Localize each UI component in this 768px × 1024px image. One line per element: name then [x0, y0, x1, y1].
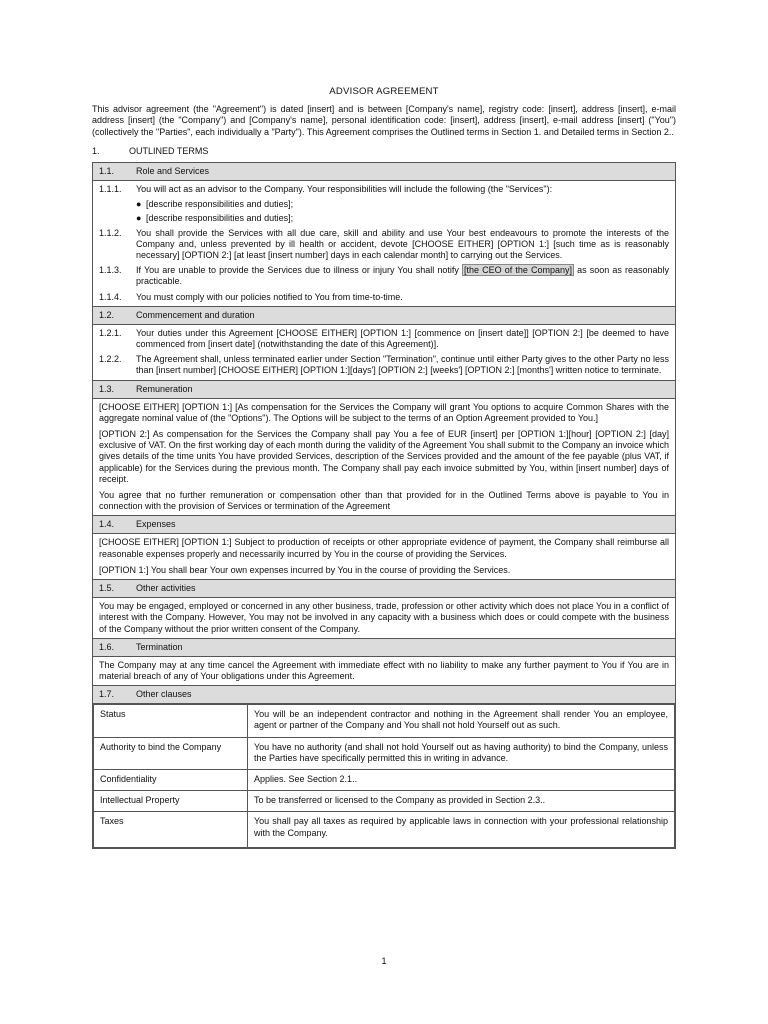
clause-item: 1.1.3. If You are unable to provide the Services due to illness or injury You shall notify [the CEO of the Company] as soon as reasonably practicable. [99, 265, 669, 287]
bullet-icon: ● [136, 213, 142, 224]
paragraph: You agree that no further remuneration or compensation other than that provided for in the Outlined Terms above is payable to You in connection with the provision of Services or termination of the Agreement [99, 490, 669, 512]
subsection-header-termination: 1.6. Termination [93, 639, 675, 656]
paragraph: You may be engaged, employed or concerned in any other business, trade, profession or other activity which does not place You in a conflict of interest with the Company. However, You may not be involved in any capacity with a business which does or could compete with the business of the Company without the prior written consent of the Company. [99, 601, 669, 634]
subsection-header-commencement: 1.2. Commencement and duration [93, 307, 675, 324]
subsection-number: 1.1. [99, 165, 115, 176]
subsection-header-other-activities: 1.5. Other activities [93, 580, 675, 597]
clause-item: 1.2.1. Your duties under this Agreement [CHOOSE EITHER] [OPTION 1:] [commence on [insert date]] [OPTION 2:] [be deemed to have commenced from [insert date] (notwithstanding the date of this Agreement)]. [99, 327, 669, 350]
subsection-header-other-clauses: 1.7. Other clauses [93, 686, 675, 703]
subsection-title: Role and Services [136, 165, 210, 176]
paragraph: [CHOOSE EITHER] [OPTION 1:] Subject to production of receipts or other appropriate evidence of payment, the Company shall reimburse all reasonable expenses properly and necessarily incurred by You in the course of providing the Services. [99, 537, 669, 559]
document-page [92, 86, 676, 849]
table-row: Taxes You shall pay all taxes as required by applicable laws in connection with your professional relationship with the Company. [94, 812, 675, 847]
subsection-body-expenses [93, 534, 675, 579]
table-row: Confidentiality Applies. See Section 2.1.. [94, 769, 675, 790]
subsection-header-expenses: 1.4. Expenses [93, 516, 675, 533]
subsection-body-remuneration [93, 399, 675, 516]
subsection-body-role [93, 181, 675, 306]
outlined-terms-table [92, 162, 676, 849]
subsection-body-other-activities [93, 598, 675, 638]
subsection-header-role [93, 163, 675, 180]
intro-paragraph: This advisor agreement (the "Agreement") is dated [insert] and is between [Company's name], registry code: [insert], address [insert], e-mail address [insert] (the "Company") and [Company's name], personal identification code: [insert], address [insert], e-mail address [insert] ("You") (collectively the "Parties", each individually a "Party"). This Agreement comprises the Outlined terms in Section 1. and Detailed terms in Section 2.. [92, 104, 676, 137]
paragraph: The Company may at any time cancel the Agreement with immediate effect with no liability to make any further payment to You if You are in material breach of any of Your obligations under this Agreement. [99, 659, 669, 681]
clause-item: 1.2.2. The Agreement shall, unless terminated earlier under Section "Termination", continue until either Party gives to the other Party no less than [insert number] [CHOOSE EITHER] [OPTION 1:][days'] [OPTION 2:] [weeks'] [OPTION 2:] [months'] written notice to terminate. [99, 354, 669, 376]
section-number: 1. [92, 145, 100, 156]
highlighted-placeholder: [the CEO of the Company] [463, 265, 572, 276]
table-row: Status You will be an independent contractor and nothing in the Agreement shall render You an employee, agent or partner of the Company and You shall not hold Yourself out as such. [94, 705, 675, 737]
clause-item: 1.1.4. You must comply with our policies notified to You from time-to-time. [99, 291, 403, 302]
subsection-body-termination [93, 657, 675, 685]
paragraph: [CHOOSE EITHER] [OPTION 1:] [As compensation for the Services the Company will grant You options to acquire Common Shares with the aggregate nominal value of (the "Options"). The Options will be subject to the terms of an Option Agreement provided to You.] [99, 401, 669, 423]
subsection-header-remuneration: 1.3. Remuneration [93, 381, 675, 398]
page-number: 1 [381, 956, 387, 966]
bullet-icon: ● [136, 199, 142, 210]
other-clauses-table [93, 704, 675, 848]
document-title: ADVISOR AGREEMENT [329, 86, 439, 97]
table-row: Intellectual Property To be transferred or licensed to the Company as provided in Section 2.3.. [94, 791, 675, 812]
section-title: OUTLINED TERMS [129, 145, 209, 156]
bullet-item: ● [describe responsibilities and duties]; [136, 213, 294, 224]
bullet-item: ● [describe responsibilities and duties]; [136, 199, 294, 210]
paragraph: [OPTION 1:] You shall bear Your own expenses incurred by You in the course of providing the Services. [99, 564, 511, 575]
table-row: Authority to bind the Company You have no authority (and shall not hold Yourself out as having authority) to bind the Company, unless the Parties have specifically permitted this in writing in advance. [94, 737, 675, 769]
section-heading-outlined-terms [92, 146, 676, 157]
clause-item: 1.1.2. You shall provide the Services with all due care, skill and ability and use Your best endeavours to promote the interests of the Company and, unless prevented by ill health or accident, devote [CHOOSE EITHER] [OPTION 1:] [such time as is reasonably necessary] [OPTION 2:] [at least [insert number] days in each calendar month] to carrying out the Services. [99, 227, 669, 261]
subsection-body-commencement [93, 325, 675, 380]
paragraph: [OPTION 2:] As compensation for the Services the Company shall pay You a fee of EUR [insert] per [OPTION 1:][hour] [OPTION 2:] [day] exclusive of VAT. On the first working day of each month during the validity of the Agreement You shall submit to the Company an invoice which gives details of the time units You have provided Services, description of the Services provided and the amount of the fee payable (plus VAT, if applicable) for the Services during the previous month. The Company shall pay each invoice submitted by You, within [insert number] days of receipt. [99, 429, 669, 484]
clause-item: 1.1.1. You will act as an advisor to the Company. Your responsibilities will include the following (the "Services"): [99, 184, 553, 195]
